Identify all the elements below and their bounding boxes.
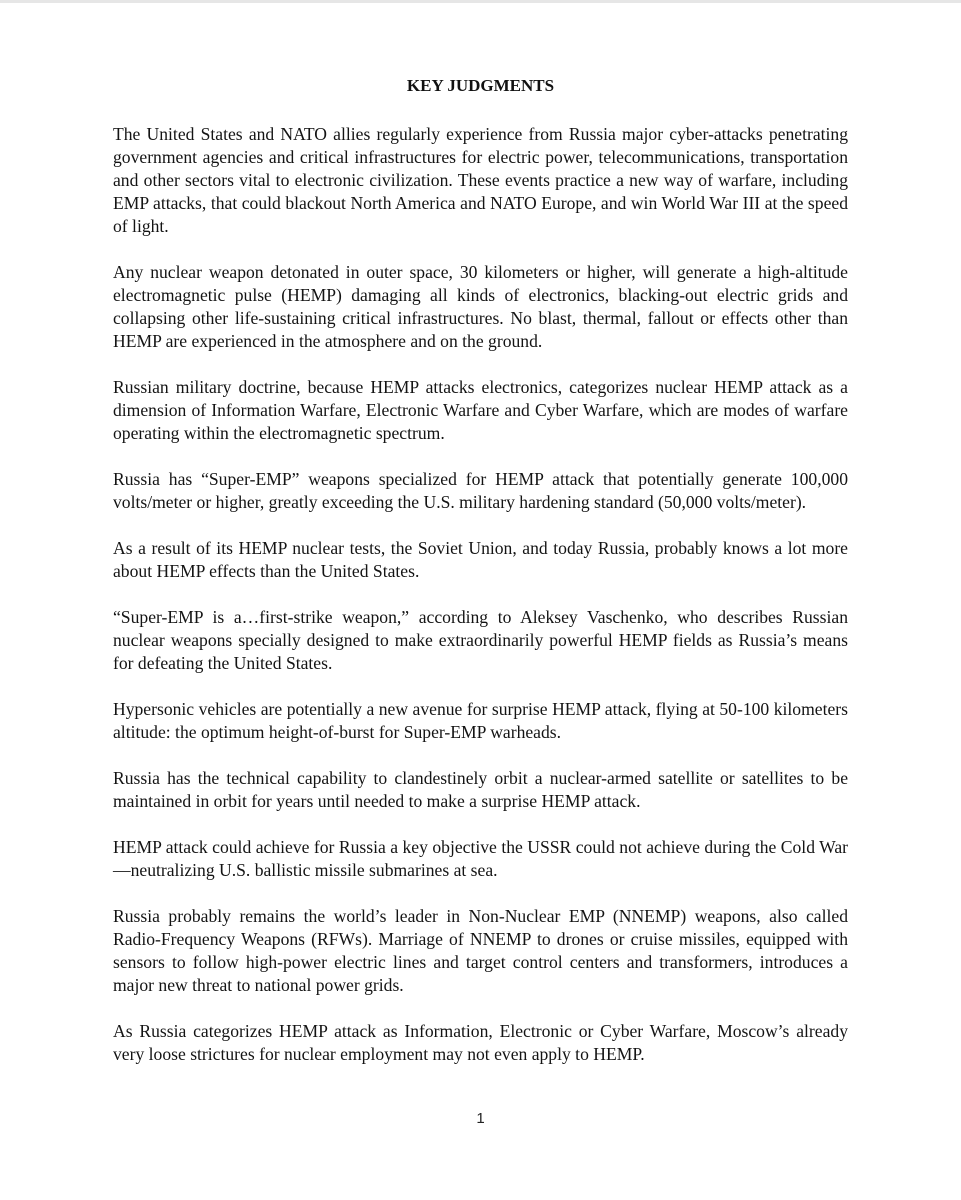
paragraph-satellite: Russia has the technical capability to clandestinely orbit a nuclear-armed satellite or satellites to be maintained in orbit for years until needed to make a surprise HEMP attack. (113, 768, 848, 811)
document-body (113, 123, 848, 1089)
paragraph-cyber-attacks: The United States and NATO allies regularly experience from Russia major cyber-attacks penetrating government agencies and critical infrastructures for electric power, telecommunications, transportation and other sectors vital to electronic civilization. These events practice a new way of warfare, including EMP attacks, that could blackout North America and NATO Europe, and win World War III at the speed of light. (113, 124, 848, 236)
paragraph-military-doctrine: Russian military doctrine, because HEMP attacks electronics, categorizes nuclear HEMP attack as a dimension of Information Warfare, Electronic Warfare and Cyber Warfare, which are modes of warfare operating within the electromagnetic spectrum. (113, 377, 848, 443)
paragraph-super-emp: Russia has “Super-EMP” weapons specialized for HEMP attack that potentially generate 100,000 volts/meter or higher, greatly exceeding the U.S. military hardening standard (50,000 volts/meter). (113, 469, 848, 512)
paragraph-hemp-definition: Any nuclear weapon detonated in outer space, 30 kilometers or higher, will generate a high-altitude electromagnetic pulse (HEMP) damaging all kinds of electronics, blacking-out electric grids and collapsing other life-sustaining critical infrastructures. No blast, thermal, fallout or effects other than HEMP are experienced in the atmosphere and on the ground. (113, 262, 848, 351)
page-title: KEY JUDGMENTS (406, 76, 555, 95)
paragraph-first-strike: “Super-EMP is a…first-strike weapon,” according to Aleksey Vaschenko, who describes Russian nuclear weapons specially designed to make extraordinarily powerful HEMP fields as Russia’s means for defeating the United States. (113, 607, 848, 673)
paragraph-hypersonic: Hypersonic vehicles are potentially a new avenue for surprise HEMP attack, flying at 50-100 kilometers altitude: the optimum height-of-burst for Super-EMP warheads. (113, 699, 848, 742)
paragraph-nnemp: Russia probably remains the world’s leader in Non-Nuclear EMP (NNEMP) weapons, also called Radio-Frequency Weapons (RFWs). Marriage of NNEMP to drones or cruise missiles, equipped with sensors to follow high-power electric lines and target control centers and transformers, introduces a major new threat to national power grids. (113, 906, 848, 995)
paragraph-submarines: HEMP attack could achieve for Russia a key objective the USSR could not achieve during the Cold War—neutralizing U.S. ballistic missile submarines at sea. (113, 837, 848, 880)
paragraph-strictures: As Russia categorizes HEMP attack as Information, Electronic or Cyber Warfare, Moscow’s already very loose strictures for nuclear employment may not even apply to HEMP. (113, 1021, 848, 1064)
page-number: 1 (476, 1110, 485, 1127)
paragraph-nuclear-tests: As a result of its HEMP nuclear tests, the Soviet Union, and today Russia, probably knows a lot more about HEMP effects than the United States. (113, 538, 848, 581)
